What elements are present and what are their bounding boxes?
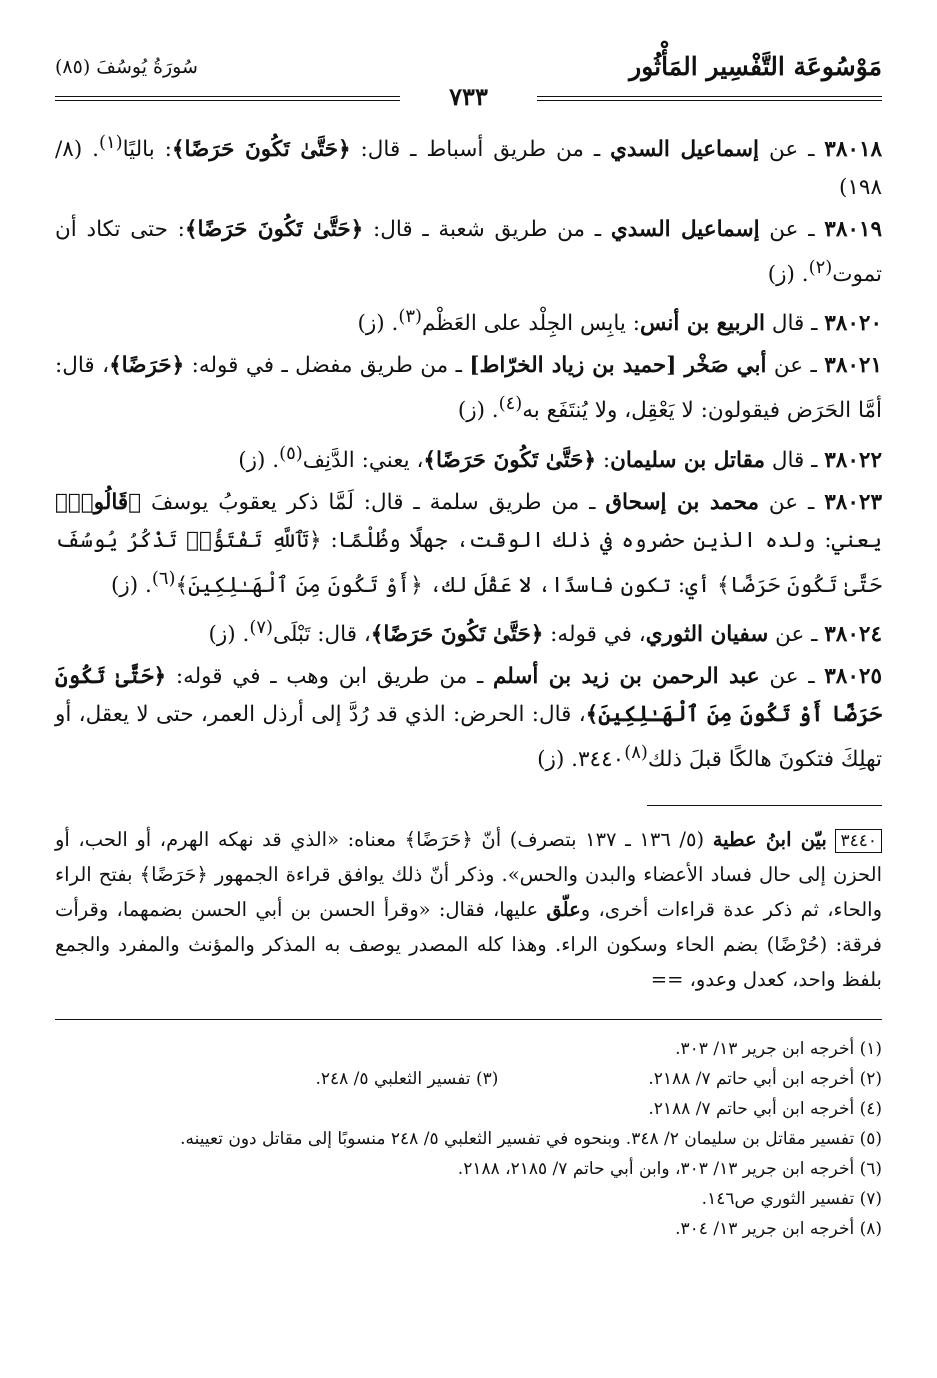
entry-text: ، قال: الحرض: الذي قد رُدَّ إلى أرذل العمر، حتى لا يعقل، أو تهلِكَ فتكونَ هالكًا قبلَ ذلك bbox=[55, 702, 882, 773]
entry-text: : bbox=[595, 447, 611, 473]
quran-quote: ﴿حَتَّىٰ تَكُونَ حَرَضًا﴾ bbox=[370, 622, 544, 648]
note-lead: بيّن ابنُ عطية bbox=[712, 828, 827, 852]
book-title: مَوْسُوعَة التَّفْسِير المَأْثُور bbox=[629, 52, 882, 81]
entry-text: ـ قال bbox=[764, 447, 825, 473]
entry-text: ـ عن bbox=[759, 137, 825, 163]
narrator-name: الربيع بن أنس bbox=[639, 311, 765, 337]
entry-number: ٣٨٠٢٣ bbox=[824, 489, 882, 515]
note-text: (٥/ ١٣٦ ـ ١٣٧ بتصرف) أنّ ﴿حَرَضًا﴾ معناه: «الذي قد نهكه الهرم، أو الحب، أو الحزن إلى حال فساد الأعضاء والبدن والحس». وذكر أنّ ذلك يوافق قراءة الجمهور ﴿حَرَضًا﴾ بفتح الراء والحاء، ثم ذكر عدة قراءات أخرى، و bbox=[55, 828, 882, 922]
entry-text: . (ز) bbox=[208, 622, 250, 648]
entry-text: . (ز) bbox=[767, 262, 809, 288]
entry-text: ، يعني: الدَّنِف bbox=[302, 447, 424, 473]
footnotes bbox=[55, 1034, 882, 1244]
quran-quote: ﴿قَالُوا۟﴾ bbox=[55, 489, 142, 515]
footnote: (٢) أخرجه ابن أبي حاتم ٧/ ٢١٨٨. bbox=[648, 1069, 882, 1090]
footnote-marker: (٧) bbox=[249, 616, 273, 638]
entry-text: ـ عن bbox=[759, 664, 825, 690]
surah-title: سُورَةُ يُوسُفَ (٨٥) bbox=[55, 56, 198, 78]
entry-text: ـ عن bbox=[768, 622, 825, 648]
entry-text: ـ عن bbox=[759, 489, 825, 515]
entry-text: ٣٤٤٠. (ز) bbox=[537, 747, 625, 773]
quran-quote: ﴿حَرَضًا﴾ bbox=[109, 353, 185, 379]
entry-text: : يابِس الجِلْد على العَظْم bbox=[421, 311, 640, 337]
entry bbox=[55, 347, 882, 430]
footnote-marker: (٤) bbox=[498, 393, 523, 415]
entry bbox=[55, 435, 882, 480]
entry-text: ـ من طريق ابن وهب ـ في قوله: bbox=[166, 664, 493, 690]
entry-number: ٣٨٠٢٥ bbox=[824, 664, 882, 690]
note-text: عليها، فقال: «وقرأ الحسن بن أبي الحسن بضمهما، وقرأت فرقة: (حُرْضًا) بضم الحاء وسكون الراء. وهذا كله المصدر يوصف به المذكر والمؤنث والمفرد والجمع بلفظ واحد، كعدل وعدو، == bbox=[55, 898, 882, 992]
footnotes-separator bbox=[55, 1019, 882, 1020]
footnote-marker: (٦) bbox=[151, 567, 176, 589]
entry-text: ، في قوله: bbox=[543, 622, 646, 648]
running-header bbox=[55, 52, 882, 110]
footnote-row bbox=[55, 1064, 882, 1094]
entry bbox=[55, 124, 882, 207]
note-ref-box: ٣٤٤٠ bbox=[835, 829, 882, 853]
footnote: (٤) أخرجه ابن أبي حاتم ٧/ ٢١٨٨. bbox=[648, 1099, 882, 1120]
quran-quote: ﴿حَتَّىٰ تَكُونَ حَرَضًا﴾ bbox=[423, 447, 596, 473]
entry-text: ـ من طريق أسباط ـ قال: bbox=[350, 137, 611, 163]
entry-text: يعني: ولده الذين حضروه في ذلك الوقت، جهلًا وظُلْمًا: ﴿تَٱللَّهِ تَفْتَؤُا۟ تَذْكُرُ يُوسُفَ حَتَّىٰ تَكُونَ حَرَضًا﴾ أي: تكون فاسدًا، لا عَقْلَ لك، ﴿أَوْ تَكُونَ مِنَ ٱلْهَـٰلِكِينَ﴾ bbox=[55, 527, 882, 598]
footnote: (٣) تفسير الثعلبي ٥/ ٢٤٨. bbox=[315, 1069, 499, 1090]
entry-text: ـ من طريق مفضل ـ في قوله: bbox=[184, 353, 470, 379]
entry-text: ، قال: أمَّا الحَرَض فيقولون: لا يَعْقِل، ولا يُنتَفَع به bbox=[55, 353, 882, 424]
entry-number: ٣٨٠٢٢ bbox=[824, 447, 882, 473]
quran-quote: ﴿حَتَّىٰ تَكُونَ حَرَضًا﴾ bbox=[184, 217, 364, 243]
footnote-marker: (٣) bbox=[398, 306, 422, 328]
entry bbox=[55, 298, 882, 343]
footnote-marker: (١) bbox=[98, 132, 123, 153]
page bbox=[55, 52, 882, 1244]
entry-text: ـ من طريق سلمة ـ قال: لَمَّا ذكر يعقوبُ يوسفَ bbox=[141, 489, 606, 515]
entry-text: : حتى تكاد أن تموت bbox=[55, 217, 882, 288]
quran-quote: ﴿حَتَّىٰ تَكُونَ حَرَضًا﴾ bbox=[171, 137, 351, 163]
entry-text: ـ قال bbox=[764, 311, 825, 337]
entry-text: : باليًا bbox=[122, 137, 172, 163]
entry-text: ، قال: تَبْلَى bbox=[272, 622, 371, 648]
entry-text: . (ز) bbox=[357, 311, 399, 337]
narrator-name: إسماعيل السدي bbox=[610, 137, 760, 163]
entry bbox=[55, 484, 882, 605]
narrator-name: مقاتل بن سليمان bbox=[610, 447, 765, 473]
entry bbox=[55, 658, 882, 779]
entry-number: ٣٨٠١٩ bbox=[824, 217, 883, 243]
narrator-name: أبي صَخْر [حميد بن زياد الخرّاط] bbox=[469, 353, 767, 379]
narrator-name: عبد الرحمن بن زيد بن أسلم bbox=[492, 664, 760, 690]
narrator-name: إسماعيل السدي bbox=[610, 217, 760, 243]
entry-text: ـ عن bbox=[766, 353, 825, 379]
entry-number: ٣٨٠٢٤ bbox=[824, 622, 882, 648]
entry-text: ـ عن bbox=[759, 217, 825, 243]
footnote: (١) أخرجه ابن جرير ١٣/ ٣٠٣. bbox=[675, 1039, 882, 1060]
entry-text: . (ز) bbox=[238, 447, 280, 473]
footnote-marker: (٨) bbox=[624, 742, 648, 764]
footnote-marker: (٥) bbox=[279, 442, 303, 464]
note-bold: علّق bbox=[546, 898, 581, 922]
entry-number: ٣٨٠١٨ bbox=[824, 137, 883, 163]
entry bbox=[55, 211, 882, 294]
page-number: ٧٣٣ bbox=[449, 82, 488, 111]
entries bbox=[55, 124, 882, 779]
entry-number: ٣٨٠٢١ bbox=[824, 353, 883, 379]
entry bbox=[55, 609, 882, 654]
footnote-marker: (٢) bbox=[808, 257, 833, 279]
entry-text: . (٨/ ١٩٨) bbox=[55, 137, 882, 201]
commentary-note bbox=[55, 822, 882, 997]
entry-text: ـ من طريق شعبة ـ قال: bbox=[363, 217, 611, 243]
footnote: (٥) تفسير مقاتل بن سليمان ٢/ ٣٤٨. وبنحوه في تفسير الثعلبي ٥/ ٢٤٨ منسوبًا إلى مقاتل دون تعيينه. bbox=[180, 1129, 882, 1150]
narrator-name: سفيان الثوري bbox=[645, 622, 769, 648]
entry-text: . (ز) bbox=[111, 572, 152, 598]
footnote: (٦) أخرجه ابن جرير ١٣/ ٣٠٣، وابن أبي حاتم ٧/ ٢١٨٥، ٢١٨٨. bbox=[457, 1159, 882, 1180]
quran-quote: ﴿حَتَّىٰ تَكُونَ حَرَضًا أَوْ تَكُونَ مِنَ ٱلْهَـٰلِكِينَ﴾ bbox=[55, 664, 882, 728]
narrator-name: محمد بن إسحاق bbox=[605, 489, 760, 515]
note-separator bbox=[647, 805, 882, 806]
entry-number: ٣٨٠٢٠ bbox=[824, 311, 882, 337]
entry-text: . (ز) bbox=[457, 398, 499, 424]
footnote: (٧) تفسير الثوري ص١٤٦. bbox=[701, 1189, 882, 1210]
footnote: (٨) أخرجه ابن جرير ١٣/ ٣٠٤. bbox=[675, 1219, 882, 1240]
